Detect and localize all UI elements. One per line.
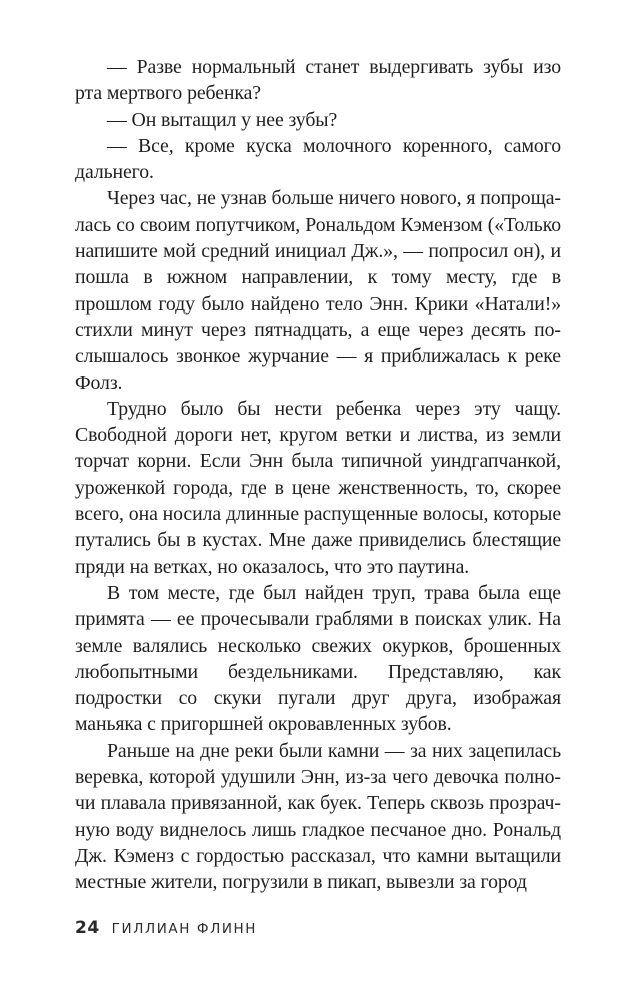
page-number: 24 xyxy=(75,918,100,938)
paragraph-7: Раньше на дне реки были камни — за них зацепилась веревка, которой удушили Энн, из-за чего девочка полночи плавала привязанной, как буек. Теперь сквозь прозрачную воду виднелось лишь гладкое песчаное дно. Рональд Дж. Кэменз с гордостью рассказал, что камни вытащили местные жители, погрузили в пикап, вывезли за город xyxy=(75,739,561,894)
running-head-author: ГИЛЛИАН ФЛИНН xyxy=(111,921,258,937)
paragraph-4: Через час, не узнав больше ничего нового, я попрощалась со своим попутчиком, Рональдом Кэмензом («Только напишите мой средний инициал Дж.», — попросил он), и пошла в южном направлении, к тому месту, где в прошлом году было найдено тело Энн. Крики «Натали!» стихли минут через пятнадцать, а еще через десять послышалось звонкое журчание — я приближалась к реке Фолз. xyxy=(75,187,561,394)
paragraph-2: — Он вытащил у нее зубы? xyxy=(107,108,338,131)
page-footer xyxy=(75,918,257,938)
paragraph-5: Трудно было бы нести ребенка через эту чащу. Свободной дороги нет, кругом ветки и листва, из земли торчат корни. Если Энн была типичной уиндгапчанкой, уроженкой города, где в цене женственность, то, скорее всего, она носила длинные распущенные волосы, которые путались бы в кустах. Мне даже привиделись блестящие пряди на ветках, но оказалось, что это паутина. xyxy=(75,397,561,578)
paragraph-6: В том месте, где был найден труп, трава была еще примята — ее прочесывали граблями в поисках улик. На земле валялись несколько свежих окурков, брошенных любопытными бездельниками. Представляю, как подростки со скуки пугали друг друга, изображая маньяка с пригоршней окровавленных зубов. xyxy=(75,581,561,736)
paragraph-1: — Разве нормальный станет выдергивать зубы изо рта мертвого ребенка? xyxy=(75,56,561,105)
body-text xyxy=(75,54,561,896)
paragraph-3: — Все, кроме куска молочного коренного, самого дальнего. xyxy=(75,134,561,184)
